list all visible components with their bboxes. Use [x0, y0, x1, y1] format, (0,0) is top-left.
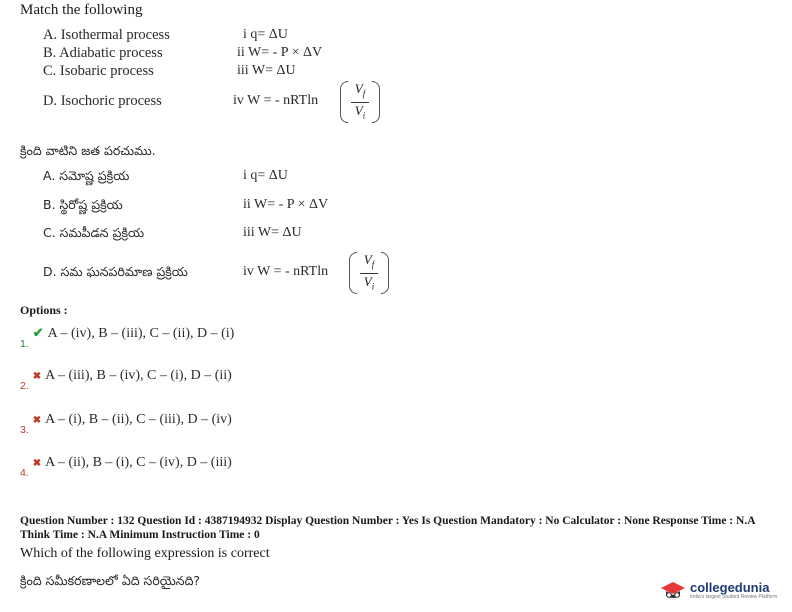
formula-fraction: [340, 81, 380, 123]
fraction-denominator: $V_i$: [354, 102, 366, 121]
logo-name: collegedunia: [690, 580, 770, 595]
collegedunia-logo: [660, 580, 777, 602]
check-icon: ✔: [32, 325, 44, 340]
option-text: A – (i), B – (ii), C – (iii), D – (iv): [45, 412, 232, 427]
logo-tagline: India's largest Student Review Platform: [690, 594, 778, 600]
right-item-iv-telugu: iv W = - nRTln: [243, 264, 329, 279]
left-paren: [340, 81, 348, 123]
question-heading: Match the following: [20, 2, 143, 18]
option-number: 3.: [20, 424, 29, 436]
fraction-numerator: $V_f$: [363, 252, 375, 270]
question-2-text: Which of the following expression is correct: [20, 546, 270, 561]
right-item-i-telugu: i q= ΔU: [243, 168, 288, 183]
cross-icon: ✖: [32, 458, 42, 469]
option-text: A – (iv), B – (iii), C – (ii), D – (i): [47, 326, 235, 341]
left-item-d-telugu: D. సమ ఘనపరిమాణ ప్రక్రియ: [43, 264, 188, 279]
left-item-c-telugu: C. సమపీడన ప్రక్రియ: [43, 225, 145, 240]
left-item-a: A. Isothermal process: [43, 27, 170, 43]
right-item-iii-telugu: iii W= ΔU: [243, 225, 302, 240]
left-item-c: C. Isobaric process: [43, 63, 154, 79]
right-item-iv: iv W = - nRTln: [233, 93, 319, 108]
right-item-i: i q= ΔU: [243, 27, 288, 42]
right-item-ii: ii W= - P × ΔV: [237, 45, 323, 60]
question-meta: Question Number : 132 Question Id : 4387194932 Display Question Number : Yes Is Question Mandatory : No Calculator : None Response Time : N.A Think Time : N.A Minimum Instruction Time : 0: [20, 515, 755, 541]
right-item-iii: iii W= ΔU: [237, 63, 296, 78]
option-2[interactable]: [20, 366, 232, 392]
graduation-cap-icon: [660, 580, 686, 602]
question-2-text-telugu: క్రింది సమీకరణాలలో ఏది సరియైనది?: [20, 573, 201, 588]
cross-icon: ✖: [32, 371, 42, 382]
left-item-d: D. Isochoric process: [43, 93, 162, 109]
cross-icon: ✖: [32, 415, 42, 426]
option-text: A – (iii), B – (iv), C – (i), D – (ii): [45, 368, 232, 383]
option-number: 4.: [20, 467, 29, 479]
option-1[interactable]: [20, 324, 235, 350]
right-item-ii-telugu: ii W= - P × ΔV: [243, 197, 329, 212]
option-text: A – (ii), B – (i), C – (iv), D – (iii): [45, 455, 232, 470]
left-item-b: B. Adiabatic process: [43, 45, 163, 61]
left-item-b-telugu: B. స్థిరోష్ణ ప్రక్రియ: [43, 197, 123, 212]
option-number: 1.: [20, 338, 29, 350]
formula-fraction-telugu: [349, 252, 389, 294]
right-paren: [381, 252, 389, 294]
fraction-denominator: $V_i$: [363, 273, 375, 292]
options-label: Options :: [20, 303, 68, 317]
left-item-a-telugu: A. సమోష్ణ ప్రక్రియ: [43, 168, 130, 183]
question-heading-telugu: క్రింది వాటిని జత పరచుము.: [20, 143, 156, 158]
right-paren: [372, 81, 380, 123]
option-3[interactable]: [20, 410, 232, 436]
fraction-numerator: $V_f$: [354, 81, 366, 99]
option-number: 2.: [20, 380, 29, 392]
left-paren: [349, 252, 357, 294]
option-4[interactable]: [20, 453, 232, 479]
